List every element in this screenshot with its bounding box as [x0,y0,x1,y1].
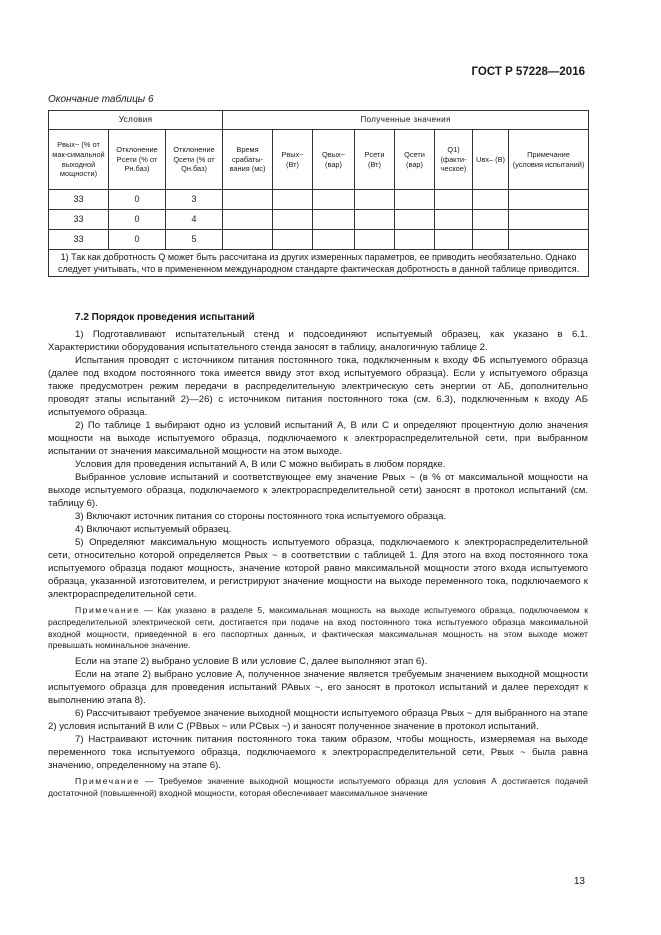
cell-dp: 0 [109,210,166,230]
col-header-q-out-var: Qвых~ (вар) [313,130,355,190]
cell-empty [355,190,395,210]
paragraph: Испытания проводят с источником питания постоянного тока, подключенным к входу ФБ испытуемого образца (далее под входом постоянного тока имеется ввиду этот вход испытуемого образца). Если у испытуемого образца также предусмотрен режим передачи в распределительную электрическую сеть энергии от АБ, дополнительно проводят этапы испытаний 2)—26) с источником питания постоянного тока (см. 6.3), подключенным к входу АБ испытуемого образца. [48,355,588,418]
cell-empty [509,210,589,230]
col-header-dev-p: Отклонение Pсети (% от Pн.баз) [109,130,166,190]
cell-dp: 0 [109,190,166,210]
cell-empty [313,190,355,210]
cell-dp: 0 [109,230,166,250]
cell-p: 33 [49,230,109,250]
section-heading: 7.2 Порядок проведения испытаний [75,312,255,323]
cell-empty [223,230,273,250]
results-table [48,110,589,277]
table-caption: Окончание таблицы 6 [48,94,154,105]
note [48,776,588,800]
paragraph: Если на этапе 2) выбрано условие А, полученное значение является требуемым значением выходной мощности испытуемого образца для проведения испытаний PAвых ~, его заносят в протокол испытаний и далее переходят к выполнению этапа 8). [48,669,588,707]
col-header-p-grid: Pсети (Вт) [355,130,395,190]
cell-dq: 4 [166,210,223,230]
cell-empty [435,190,473,210]
paragraph: Условия для проведения испытаний А, В или С можно выбирать в любом порядке. [75,459,446,470]
cell-empty [395,210,435,230]
paragraph: 6) Рассчитывают требуемое значение выходной мощности испытуемого образца Pвых ~ для выбранного на этапе 2) условия испытаний В или С (PBвых ~ или PCвых ~) и заносят полученное значение в протокол испытаний. [48,708,588,733]
cell-empty [509,230,589,250]
table-row [49,190,589,210]
col-header-p-out: Pвых~ (% от мак-симальной выходной мощности) [49,130,109,190]
cell-empty [313,210,355,230]
cell-empty [273,190,313,210]
cell-empty [435,210,473,230]
cell-empty [509,190,589,210]
col-header-dev-q: Отклонение Qсети (% от Qн.баз) [166,130,223,190]
cell-empty [473,190,509,210]
cell-empty [223,210,273,230]
col-header-u-in: Uвх– (В) [473,130,509,190]
cell-empty [395,230,435,250]
table-row [49,230,589,250]
note-label: Примечание [75,605,140,615]
table-footnote: 1) Так как добротность Q может быть рассчитана из других измеренных параметров, ее приводить необязательно. Однако следует учитывать, что в примененном международном стандарте фактическая добротность в данной таблице приводится. [49,250,589,277]
cell-empty [473,230,509,250]
cell-empty [473,210,509,230]
col-header-q-actual: Q1) (факти-ческое) [435,130,473,190]
cell-p: 33 [49,210,109,230]
paragraph: 3) Включают источник питания со стороны постоянного тока испытуемого образца. [75,511,447,522]
note-text: — Как указано в разделе 5, максимальная мощность на выходе испытуемого образца, подключаемом к распределительной электрической сети, достигается при подаче на вход постоянного тока испытуемого образца максимальной входной мощности, приведенной в его паспортных данных, и фактическая максимальная мощность на этом выходе может превышать номинальное значение. [48,605,588,651]
cell-empty [223,190,273,210]
table-row [49,210,589,230]
section-body [48,311,588,803]
cell-empty [435,230,473,250]
paragraph: 1) Подготавливают испытательный стенд и подсоединяют испытуемый образец, как указано в 6.1. Характеристики оборудования испытательного стенда заносят в таблицу, аналогичную таблице 2. [48,329,588,353]
paragraph: 5) Определяют максимальную мощность испытуемого образца, подключаемого к электрораспределительной сети, относительно которой определяется Pвых ~ в соответствии с таблицей 1. Для этого на вход постоянного тока испытуемого образца подают мощность, значение которой равно максимальной мощности этого входа испытуемого образца, указанной изготовителем, и регистрируют значение мощности на выходе переменного тока, подключаемого к электрораспределительной сети. [48,537,588,600]
paragraph: 4) Включают испытуемый образец. [75,524,232,535]
standard-code: ГОСТ Р 57228—2016 [471,66,585,78]
cell-p: 33 [49,190,109,210]
paragraph: 2) По таблице 1 выбирают одно из условий испытаний А, В или С и определяют процентную долю значения мощности на выходе испытуемого образца, подключаемого к электрораспределительной сети, при выбранном испытании от значения максимальной мощности на этом выходе. [48,420,588,457]
note-text: — Требуемое значение выходной мощности испытуемого образца для условия А достигается подачей достаточной (повышенной) входной мощности, которая обеспечивает максимальное значение [48,776,588,798]
col-header-q-grid: Qсети (вар) [395,130,435,190]
cell-dq: 5 [166,230,223,250]
paragraph: Выбранное условие испытаний и соответствующее ему значение Pвых ~ (в % от максимальной мощности на выходе испытуемого образца, подключаемого к электрораспределительной сети) заносят в протокол испытаний (см. таблицу 6). [48,472,588,509]
cell-empty [395,190,435,210]
cell-empty [273,210,313,230]
paragraph: Если на этапе 2) выбрано условие В или условие С, далее выполняют этап 6). [75,656,428,668]
col-header-note: Примечание (условия испытаний) [509,130,589,190]
col-header-p-out-w: Pвых~ (Вт) [273,130,313,190]
cell-empty [355,210,395,230]
paragraph: 7) Настраивают источник питания постоянного тока таким образом, чтобы мощность, измеряемая на выходе переменного тока испытуемого образца, подключаемого к электрораспределительной сети, Pвых ~ была равна значению, определенному на этапе 6). [48,734,588,772]
cell-dq: 3 [166,190,223,210]
col-header-trip-time: Время срабаты-вания (мс) [223,130,273,190]
group-header-results: Полученные значения [223,111,589,130]
page-number: 13 [573,876,585,887]
cell-empty [313,230,355,250]
group-header-conditions: Условия [49,111,223,130]
note [48,605,588,652]
cell-empty [273,230,313,250]
cell-empty [355,230,395,250]
note-label: Примечание [75,776,140,787]
